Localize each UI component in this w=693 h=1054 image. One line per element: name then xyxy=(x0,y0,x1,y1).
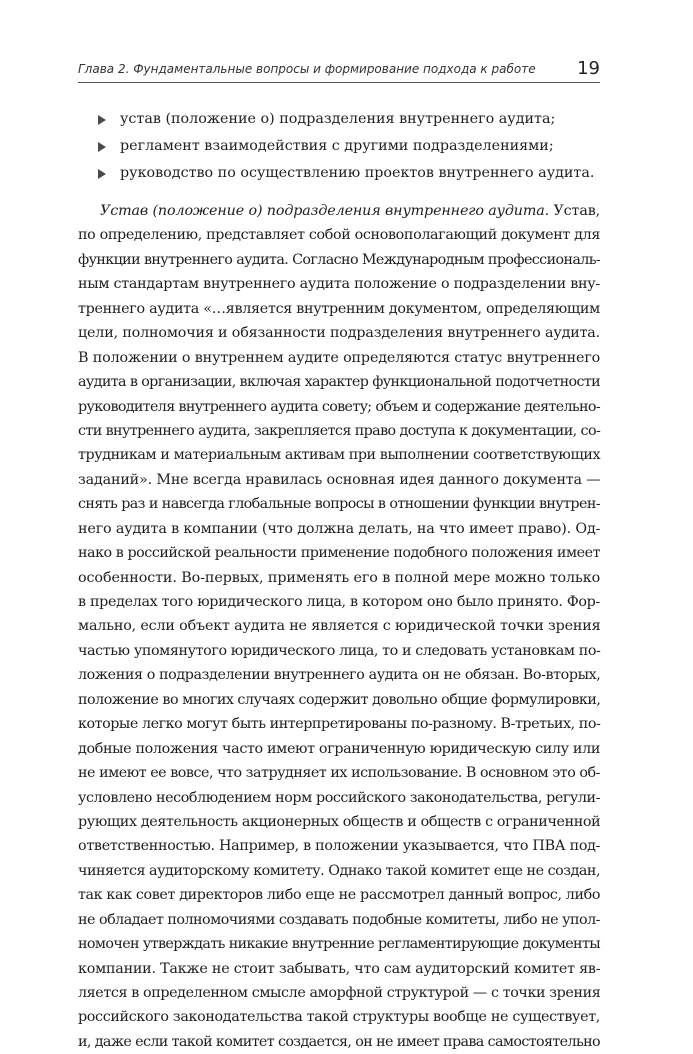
page-number: 19 xyxy=(577,58,600,79)
paragraph-line: условлено несоблюдением норм российского законодательства, регули- xyxy=(78,789,600,806)
paragraph-line: мально, если объект аудита не является с юридической точки зрения xyxy=(78,618,601,635)
paragraph-line: по определению, представляет собой основополагающий документ для xyxy=(78,227,600,244)
paragraph-line: так как совет директоров либо еще не рассмотрел данный вопрос, либо xyxy=(78,887,601,904)
paragraph-line: цели, полномочия и обязанности подразделения внутреннего аудита. xyxy=(78,325,601,342)
paragraph-line: трудникам и материальным активам при выполнении соответствующих xyxy=(78,447,601,464)
paragraph-line: российского законодательства такой структуры вообще не существует, xyxy=(78,1009,600,1026)
paragraph-line: чиняется аудиторскому комитету. Однако такой комитет еще не создан, xyxy=(78,862,600,879)
triangle-bullet-icon xyxy=(98,169,106,179)
chapter-title: Глава 2. Фундаментальные вопросы и формирование подхода к работе xyxy=(78,62,536,76)
paragraph-line: ответственностью. Например, в положении указывается, что ПВА под- xyxy=(78,838,601,855)
paragraph-line: в пределах того юридического лица, в котором оно было принято. Фор- xyxy=(78,594,600,610)
bullet-list xyxy=(98,106,598,187)
paragraph-line: и, даже если такой комитет создается, он не имеет права самостоятельно xyxy=(78,1033,600,1050)
paragraph-line: функции внутреннего аудита. Согласно Международным профессиональ- xyxy=(78,251,601,268)
list-item-text: устав (положение о) подразделения внутреннего аудита; xyxy=(120,111,556,127)
triangle-bullet-icon xyxy=(98,115,106,125)
paragraph-line: треннего аудита «…является внутренним документом, определяющим xyxy=(78,300,600,317)
paragraph-lead-rest: Устав, xyxy=(549,203,601,219)
paragraph-line: ложения о подразделении внутреннего аудита он не обязан. Во-вторых, xyxy=(78,667,601,684)
list-item xyxy=(98,133,598,160)
list-item-text: руководство по осуществлению проектов внутреннего аудита. xyxy=(120,165,595,181)
paragraph-line: не обладает полномочиями создавать подобные комитеты, либо не упол- xyxy=(78,911,600,928)
paragraph-line: не имеют ее вовсе, что затрудняет их использование. В основном это об- xyxy=(78,765,600,782)
paragraph-line: номочен утверждать никакие внутренние регламентирующие документы xyxy=(78,936,600,953)
triangle-bullet-icon xyxy=(98,142,106,152)
paragraph-line xyxy=(78,199,600,223)
running-header xyxy=(78,58,600,83)
paragraph-line: аудита в организации, включая характер функциональной подотчетности xyxy=(78,374,601,391)
paragraph-line: частью упомянутого юридического лица, то и следовать установкам по- xyxy=(78,642,601,659)
paragraph-line: заданий». Мне всегда нравилась основная идея данного документа — xyxy=(78,471,601,488)
paragraph-line: которые легко могут быть интерпретированы по-разному. В-третьих, по- xyxy=(78,716,601,733)
body-paragraph xyxy=(78,199,600,1054)
paragraph-line: добные положения часто имеют ограниченную юридическую силу или xyxy=(78,740,600,757)
paragraph-line: В положении о внутреннем аудите определяются статус внутреннего xyxy=(78,349,601,366)
list-item xyxy=(98,160,598,187)
paragraph-lead-italic: Устав (положение о) подразделения внутреннего аудита. xyxy=(100,203,550,219)
paragraph-line: него аудита в компании (что должна делать, на что имеет право). Од- xyxy=(78,520,601,537)
list-item-text: регламент взаимодействия с другими подразделениями; xyxy=(120,138,554,154)
list-item xyxy=(98,106,598,133)
paragraph-line: особенности. Во-первых, применять его в полной мере можно только xyxy=(78,569,601,586)
paragraph-line: сти внутреннего аудита, закрепляется право доступа к документации, со- xyxy=(78,422,601,439)
paragraph-line: рующих деятельность акционерных обществ и обществ с ограниченной xyxy=(78,813,601,830)
paragraph-line: ным стандартам внутреннего аудита положение о подразделении вну- xyxy=(78,276,600,293)
paragraph-line: снять раз и навсегда глобальные вопросы в отношении функции внутрен- xyxy=(78,496,600,513)
paragraph-line: ляется в определенном смысле аморфной структурой — с точки зрения xyxy=(78,985,601,1001)
paragraph-line: нако в российской реальности применение подобного положения имеет xyxy=(78,545,600,562)
paragraph-line: компании. Также не стоит забывать, что сам аудиторский комитет яв- xyxy=(78,960,601,977)
paragraph-line: руководителя внутреннего аудита совету; объем и содержание деятельно- xyxy=(78,398,600,415)
paragraph-line: положение во многих случаях содержит довольно общие формулировки, xyxy=(78,691,601,708)
